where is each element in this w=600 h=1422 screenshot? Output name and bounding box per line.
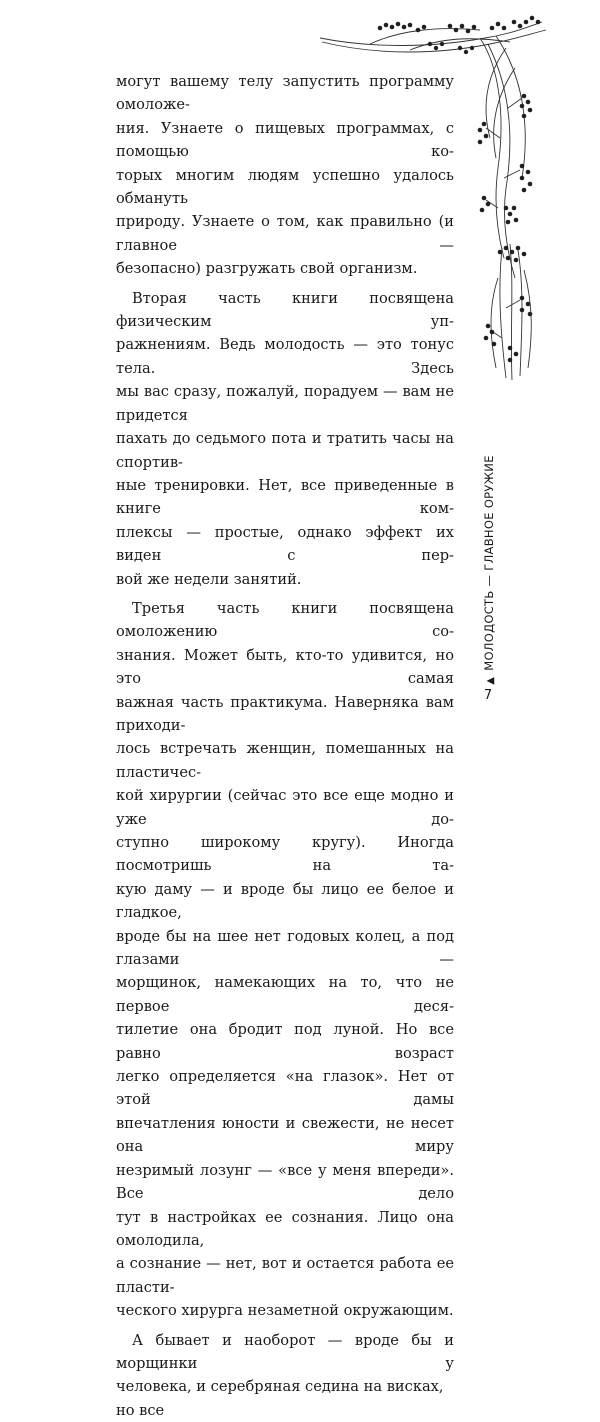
text-line: А бывает и наоборот — вроде бы и морщинки у (116, 1331, 454, 1372)
text-line: безопасно) разгружать свой организм. (116, 260, 418, 278)
text-line: тилетие она бродит под луной. Но все равно возраст (116, 1021, 454, 1062)
text-line: могут вашему телу запустить программу омоложе- (116, 73, 454, 114)
text-line: человека, и серебряная седина на висках, но все (116, 1378, 444, 1419)
paragraph (116, 1329, 454, 1422)
paragraph (116, 70, 454, 281)
text-line: знания. Может быть, кто-то удивится, но это самая (116, 646, 454, 688)
triangle-icon: ▲ (485, 676, 496, 685)
paragraph (116, 597, 454, 1323)
body-text (116, 70, 454, 1422)
text-line: пахать до седьмого пота и тратить часы на спортив- (116, 430, 454, 471)
text-line: впечатления юности и свежести, не несет она миру (116, 1114, 454, 1156)
text-line: торых многим людям успешно удалось обмануть (116, 166, 454, 208)
text-line: ступно широкому кругу). Иногда посмотришь на та- (116, 834, 454, 875)
text-line: кой хирургии (сейчас это все еще модно и уже до- (116, 787, 454, 828)
text-line: ражнениям. Ведь молодость — это тонус тела. Здесь (116, 336, 454, 377)
text-line: легко определяется «на глазок». Нет от этой дамы (116, 1068, 454, 1109)
text-line: тут в настройках ее сознания. Лицо она омолодила, (116, 1208, 454, 1249)
text-line: лось встречать женщин, помешанных на пластичес- (116, 740, 454, 781)
text-line: незримый лозунг — «все у меня впереди». Все дело (116, 1161, 454, 1203)
text-line: вой же недели занятий. (116, 570, 302, 588)
text-line: вроде бы на шее нет годовых колец, а под глазами — (116, 927, 454, 969)
text-line: морщинок, намекающих на то, что не первое деся- (116, 974, 454, 1015)
text-line: ния. Узнаете о пищевых программах, с помощью ко- (116, 119, 454, 161)
paragraph (116, 287, 454, 591)
text-line: природу. Узнаете о том, как правильно (и главное — (116, 213, 454, 254)
running-head-label: МОЛОДОСТЬ — ГЛАВНОЕ ОРУЖИЕ (482, 455, 496, 671)
text-line: важная часть практикума. Наверняка вам приходи- (116, 693, 454, 734)
text-line: Вторая часть книги посвящена физическим уп- (116, 289, 454, 331)
text-line: ческого хирурга незаметной окружающим. (116, 1302, 454, 1320)
text-line: мы вас сразу, пожалуй, порадуем — вам не придется (116, 383, 454, 424)
text-line: кую даму — и вроде бы лицо ее белое и гладкое, (116, 880, 454, 922)
text-line: ные тренировки. Нет, все приведенные в книге ком- (116, 476, 454, 518)
text-line: плексы — простые, однако эффект их виден с пер- (116, 523, 454, 565)
page-number: 7 (483, 688, 493, 703)
running-head (478, 455, 500, 685)
text-line: а сознание — нет, вот и остается работа ее пласти- (116, 1255, 454, 1296)
text-line: Третья часть книги посвящена омоложению со- (116, 599, 454, 641)
